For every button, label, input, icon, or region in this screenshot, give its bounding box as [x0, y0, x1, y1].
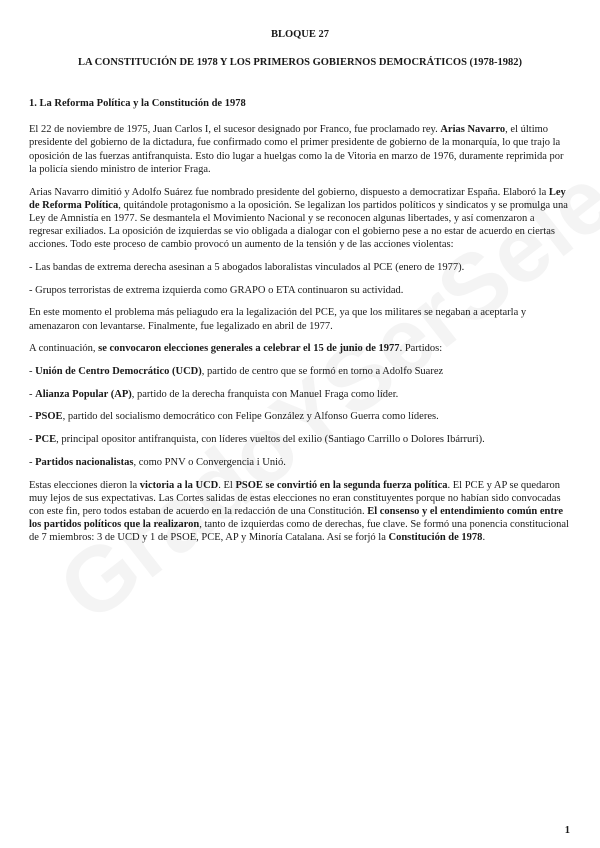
text-run: - — [29, 388, 36, 400]
text-run: - — [29, 366, 36, 378]
text-run: , principal opositor antifranquista, con líderes vueltos del exilio (Santiago Carrillo o Dolores Ibárruri). — [56, 434, 485, 446]
bold-text: Alianza Popular (AP) — [35, 388, 132, 400]
text-run: El 22 de noviembre de 1975, Juan Carlos I, el sucesor designado por Franco, fue proclamado rey. — [29, 124, 441, 136]
section-heading: 1. La Reforma Política y la Constitución de 1978 — [29, 98, 246, 109]
text-run: - Las bandas de extrema derecha asesinan a 5 abogados laboralistas vinculados al PCE (enero de 1977). — [29, 262, 465, 274]
bold-text: se convocaron elecciones generales a celebrar el 15 de junio de 1977 — [98, 343, 400, 355]
page-number: 1 — [564, 825, 570, 836]
bold-text: PSOE se convirtió en la segunda fuerza política — [235, 479, 448, 491]
bold-text: Arias Navarro — [440, 124, 506, 136]
bold-text: Partidos nacionalistas — [35, 456, 134, 468]
text-run: , quitándole protagonismo a la oposición. Se legalizan los partidos políticos y sindicatos y se promulga una Ley de Amnistía en 1977. Se desmantela el Movimiento Nacional y se reconocen algunas libertades, y así comenzaron a regresar exiliados. La oposición de izquierdas se vio obligada a dialogar con el gobierno pese a no estar de acuerdo en ciertas acciones. Todo este proceso de cambio provocó un aumento de la tensión y de las acciones violentas: — [29, 199, 568, 251]
text-run: - — [29, 434, 36, 446]
text-run: , partido de centro que se formó en torno a Adolfo Suarez — [201, 366, 444, 378]
text-run: A continuación, — [29, 343, 99, 355]
bold-text: El consenso y el entendimiento común entre los partidos políticos que la realizaron — [29, 505, 564, 531]
paragraph — [29, 284, 571, 297]
text-run: Estas elecciones dieron la — [29, 479, 140, 491]
text-run: , el último presidente del gobierno de la dictadura, fue confirmado como el primer presidente de gobierno de la monarquía, lo que trajo la oposición de las fuerzas antifranquista. Esto dio lugar a huelgas como la de Vitoria en marzo de 1976, duramente reprimida por la policía siendo ministro de interior Fraga. — [29, 124, 564, 175]
bold-text: Unión de Centro Democrático (UCD) — [35, 366, 202, 378]
text-run: . — [482, 532, 486, 544]
paragraph — [29, 186, 571, 252]
text-run: . Partidos: — [399, 343, 443, 355]
paragraph — [29, 410, 571, 423]
paragraph — [29, 123, 571, 176]
bold-text: Ley de Reforma Política — [29, 186, 566, 211]
paragraph — [29, 306, 571, 332]
paragraph — [29, 365, 571, 378]
block-label: BLOQUE 27 — [270, 29, 330, 40]
paragraph-list — [29, 123, 571, 544]
paragraph — [29, 479, 571, 545]
text-run: En este momento el problema más peliagudo era la legalización del PCE, ya que los militares se negaban a aceptarla y amenazaron con levantarse. Finalmente, fue legalizado en abril de 1977. — [29, 307, 527, 332]
text-run: , partido del socialismo democrático con Felipe González y Alfonso Guerra como líderes. — [62, 411, 439, 423]
bold-text: Constitución de 1978 — [388, 532, 483, 544]
text-run: . El PCE y AP se quedaron muy lejos de sus expectativas. Las Cortes salidas de estas elecciones no eran constituyentes porque no habían sido convocadas con este fin, pero todos estaban de acuerdo en la redacción de una Constitución. — [29, 479, 561, 517]
document-body — [29, 97, 571, 554]
text-run: - Grupos terroristas de extrema izquierda como GRAPO o ETA continuaron su actividad. — [29, 284, 404, 296]
text-run: - — [29, 456, 36, 468]
text-run: , partido de la derecha franquista con Manuel Fraga como líder. — [131, 388, 399, 400]
paragraph — [29, 388, 571, 401]
document-title: LA CONSTITUCIÓN DE 1978 Y LOS PRIMEROS GOBIERNOS DEMOCRÁTICOS (1978-1982) — [77, 57, 523, 68]
paragraph — [29, 261, 571, 274]
paragraph — [29, 433, 571, 446]
paragraph — [29, 342, 571, 355]
bold-text: PSOE — [35, 411, 63, 423]
text-run: , como PNV o Convergencia i Unió. — [133, 456, 286, 468]
bold-text: PCE — [35, 434, 57, 446]
text-run: . El — [218, 479, 236, 491]
text-run: - — [29, 411, 36, 423]
bold-text: victoria a la UCD — [139, 479, 219, 491]
paragraph — [29, 456, 571, 469]
text-run: Arias Navarro dimitió y Adolfo Suárez fue nombrado presidente del gobierno, dispuesto a democratizar España. Elaboró la — [29, 186, 549, 198]
text-run: , tanto de izquierdas como de derechas, fue clave. Se formó una ponencia constitucional de 7 miembros: 3 de UCD y 1 de PSOE, PCE, AP y Minoría Catalana. Así se forjó la — [29, 519, 569, 544]
